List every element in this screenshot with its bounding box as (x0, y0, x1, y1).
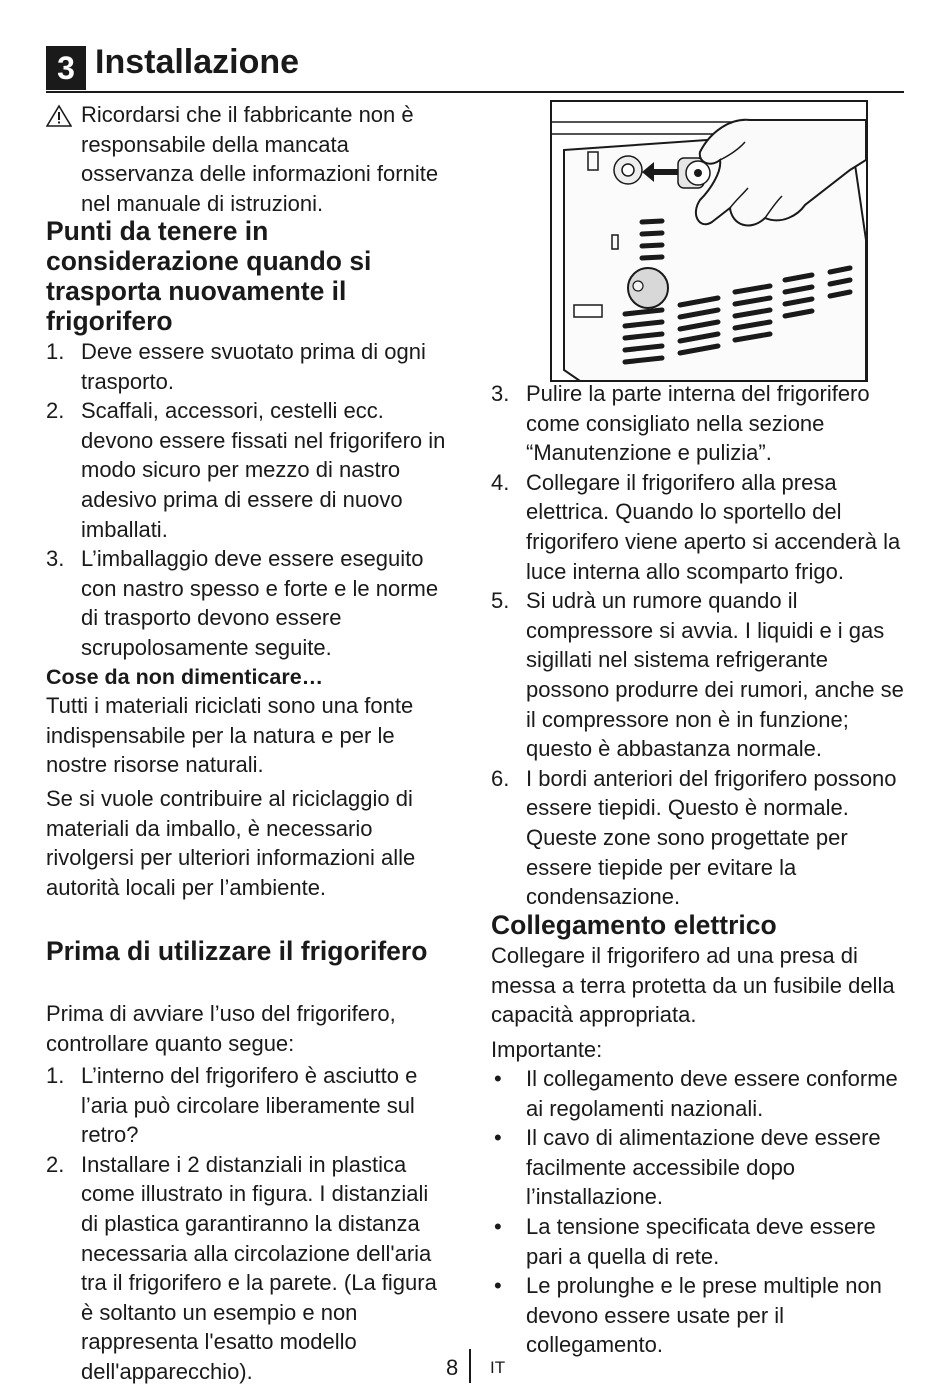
list-item: 4. Collegare il frigorifero alla presa elettrica. Quando lo sportello del frigorifero viene aperto si accenderà la luce interna allo scomparto frigo. (491, 469, 901, 584)
page-number: 8 (446, 1355, 459, 1380)
list-item: 2. Scaffali, accessori, cestelli ecc. devono essere fissati nel frigorifero in modo sicuro per mezzo di nastro adesivo prima di essere di nuovo imballati. (46, 398, 446, 542)
electrical-important-label: Importante: (491, 1037, 603, 1062)
language-code: IT (490, 1358, 506, 1377)
before-use-list-right (491, 379, 911, 912)
list-item: 3. L’imballaggio deve essere eseguito con nastro spesso e forte e le norme di trasporto devono essere scrupolosamente seguite. (46, 546, 439, 660)
transport-heading: Punti da tenere in considerazione quando si trasporta nuovamente il frigorifero (46, 216, 372, 336)
footer-divider (469, 1349, 471, 1383)
list-item: 5. Si udrà un rumore quando il compressore si avvia. I liquidi e i gas sigillati nel sistema refrigerante possono produrre dei rumori, anche se il compressore non è in funzione; questo è abbastanza normale. (491, 588, 904, 762)
remember-heading: Cose da non dimenticare… (46, 665, 324, 689)
section-number: 3 (46, 46, 86, 90)
list-item: • Il cavo di alimentazione deve essere facilmente accessibile dopo l’installazione. (494, 1125, 881, 1210)
list-item: 2. Installare i 2 distanziali in plastica come illustrato in figura. I distanziali di plastica garantiranno la distanza necessaria alla circolazione dell'aria tra il frigorifero e la parete. (La figura è soltanto un esempio e non rappresenta l'esatto modello dell'apparecchio). (46, 1151, 437, 1384)
list-item: • Le prolunghe e le prese multiple non devono essere usate per il collegamento. (494, 1273, 882, 1358)
spacer-installation-illustration (550, 100, 868, 382)
page-title: Installazione (95, 43, 300, 81)
before-use-heading: Prima di utilizzare il frigorifero (46, 936, 428, 966)
list-item: 6. I bordi anteriori del frigorifero possono essere tiepidi. Questo è normale. Queste zone sono progettate per essere tiepide per evitare la condensazione. (491, 765, 897, 910)
before-use-intro: Prima di avviare l’uso del frigorifero, controllare quanto segue: (46, 1001, 396, 1056)
list-item: 1. Deve essere svuotato prima di ogni trasporto. (46, 339, 426, 394)
header-rule (46, 91, 904, 93)
remember-paragraph-1: Tutti i materiali riciclati sono una fonte indispensabile per la natura e per le nostre risorse naturali. (46, 693, 414, 778)
transport-list (46, 337, 446, 663)
list-item: • Il collegamento deve essere conforme ai regolamenti nazionali. (494, 1066, 898, 1121)
warning-note (46, 100, 456, 218)
warning-text: Ricordarsi che il fabbricante non è responsabile della mancata osservanza delle informazioni fornite nel manuale di istruzioni. (81, 102, 439, 216)
before-use-list-left (46, 1061, 446, 1387)
list-item: • La tensione specificata deve essere pari a quella di rete. (494, 1213, 876, 1269)
electrical-heading: Collegamento elettrico (491, 910, 777, 940)
warning-triangle-icon (46, 104, 72, 128)
electrical-intro: Collegare il frigorifero ad una presa di messa a terra protetta da un fusibile della capacità appropriata. (491, 943, 895, 1028)
list-item: 3. Pulire la parte interna del frigorifero come consigliato nella sezione “Manutenzione e pulizia”. (491, 381, 870, 466)
list-item: 1. L’interno del frigorifero è asciutto e l’aria può circolare liberamente sul retro? (46, 1063, 418, 1148)
remember-paragraph-2: Se si vuole contribuire al riciclaggio di materiali da imballo, è necessario rivolgersi per ulteriori informazioni alle autorità locali per l’ambiente. (46, 786, 416, 900)
electrical-bullet-list (491, 1064, 901, 1360)
